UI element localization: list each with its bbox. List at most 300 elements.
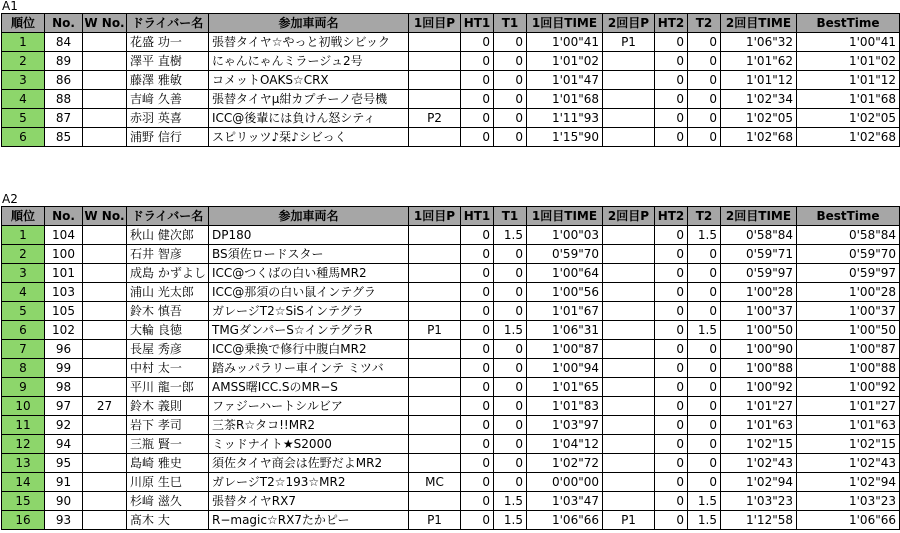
cell-rank: 11 (2, 416, 45, 435)
cell-driver-name: 藤澤 雅敏 (127, 71, 209, 90)
cell-ht1: 0 (461, 226, 494, 245)
cell-driver-name: 髙木 大 (127, 511, 209, 530)
cell-p1 (409, 264, 461, 283)
cell-rank: 4 (2, 283, 45, 302)
cell-w-no (83, 378, 127, 397)
cell-car-name: ICC@つくばの白い種馬MR2 (209, 264, 409, 283)
cell-best-time: 1'01"63 (797, 416, 900, 435)
cell-driver-name: 杉﨑 滋久 (127, 492, 209, 511)
header-no: No. (45, 14, 83, 33)
cell-p2 (603, 90, 655, 109)
header-rank: 順位 (2, 14, 45, 33)
cell-p1: MC (409, 473, 461, 492)
cell-best-time: 1'02"15 (797, 435, 900, 454)
cell-ht1: 0 (461, 90, 494, 109)
results-table-a2 (1, 206, 900, 530)
header-driver-name: ドライバー名 (127, 207, 209, 226)
cell-time2: 1'02"43 (721, 454, 797, 473)
table-row (2, 52, 900, 71)
cell-driver-name: 石井 智彦 (127, 245, 209, 264)
table-row (2, 378, 900, 397)
cell-no: 105 (45, 302, 83, 321)
cell-driver-name: 吉﨑 久善 (127, 90, 209, 109)
cell-driver-name: 島崎 雅史 (127, 454, 209, 473)
cell-time1: 1'00"56 (527, 283, 603, 302)
cell-no: 90 (45, 492, 83, 511)
cell-t1: 0 (494, 416, 527, 435)
cell-w-no (83, 226, 127, 245)
cell-w-no (83, 52, 127, 71)
section-label: A2 (2, 192, 18, 206)
cell-p2 (603, 435, 655, 454)
cell-car-name: BS須佐ロードスター (209, 245, 409, 264)
cell-time1: 1'00"41 (527, 33, 603, 52)
cell-rank: 3 (2, 264, 45, 283)
cell-ht1: 0 (461, 435, 494, 454)
cell-no: 87 (45, 109, 83, 128)
cell-ht2: 0 (655, 226, 688, 245)
cell-driver-name: 鈴木 義則 (127, 397, 209, 416)
cell-best-time: 1'00"37 (797, 302, 900, 321)
table-row (2, 397, 900, 416)
cell-time1: 1'06"66 (527, 511, 603, 530)
cell-time2: 0'59"71 (721, 245, 797, 264)
cell-ht2: 0 (655, 511, 688, 530)
cell-time2: 1'02"68 (721, 128, 797, 147)
cell-t1: 0 (494, 359, 527, 378)
cell-p2: P1 (603, 511, 655, 530)
cell-time2: 1'00"50 (721, 321, 797, 340)
cell-p2 (603, 454, 655, 473)
cell-p1 (409, 340, 461, 359)
cell-t1: 0 (494, 340, 527, 359)
cell-p2 (603, 359, 655, 378)
table-row (2, 245, 900, 264)
cell-time1: 0'59"70 (527, 245, 603, 264)
cell-ht1: 0 (461, 473, 494, 492)
cell-p2 (603, 321, 655, 340)
header-row (2, 207, 900, 226)
cell-ht2: 0 (655, 378, 688, 397)
cell-w-no: 27 (83, 397, 127, 416)
cell-no: 101 (45, 264, 83, 283)
cell-car-name: 張替タイヤμ紺カプチーノ壱号機 (209, 90, 409, 109)
cell-time2: 0'59"97 (721, 264, 797, 283)
cell-rank: 16 (2, 511, 45, 530)
cell-driver-name: 花盛 功一 (127, 33, 209, 52)
cell-p2 (603, 340, 655, 359)
cell-driver-name: 岩下 孝司 (127, 416, 209, 435)
cell-t2: 0 (688, 435, 721, 454)
cell-driver-name: 澤平 直樹 (127, 52, 209, 71)
cell-car-name: DP180 (209, 226, 409, 245)
cell-no: 96 (45, 340, 83, 359)
cell-time1: 1'03"47 (527, 492, 603, 511)
cell-t2: 0 (688, 71, 721, 90)
cell-rank: 6 (2, 128, 45, 147)
cell-ht2: 0 (655, 435, 688, 454)
cell-car-name: 張替タイヤRX7 (209, 492, 409, 511)
table-row (2, 109, 900, 128)
cell-t1: 0 (494, 473, 527, 492)
cell-p1 (409, 416, 461, 435)
cell-best-time: 0'58"84 (797, 226, 900, 245)
cell-p2 (603, 416, 655, 435)
cell-p2 (603, 52, 655, 71)
cell-best-time: 1'02"43 (797, 454, 900, 473)
header-t1: T1 (494, 207, 527, 226)
table-row (2, 264, 900, 283)
cell-no: 103 (45, 283, 83, 302)
cell-p1: P2 (409, 109, 461, 128)
header-best-time: BestTime (797, 207, 900, 226)
cell-ht2: 0 (655, 302, 688, 321)
cell-t2: 0 (688, 473, 721, 492)
cell-p1 (409, 33, 461, 52)
header-car-name: 参加車両名 (209, 207, 409, 226)
cell-time2: 1'00"90 (721, 340, 797, 359)
header-row (2, 14, 900, 33)
cell-t2: 0 (688, 264, 721, 283)
cell-time1: 1'06"31 (527, 321, 603, 340)
cell-best-time: 1'00"87 (797, 340, 900, 359)
cell-driver-name: 浦野 信行 (127, 128, 209, 147)
cell-rank: 6 (2, 321, 45, 340)
cell-driver-name: 三瓶 賢一 (127, 435, 209, 454)
cell-time1: 1'00"94 (527, 359, 603, 378)
cell-ht1: 0 (461, 52, 494, 71)
cell-time1: 0'00"00 (527, 473, 603, 492)
cell-car-name: 張替タイヤ☆やっと初戦シビック (209, 33, 409, 52)
cell-time2: 1'02"05 (721, 109, 797, 128)
cell-p2 (603, 71, 655, 90)
cell-car-name: AMSS曙ICC.SのMR−S (209, 378, 409, 397)
cell-ht2: 0 (655, 340, 688, 359)
header-p1: 1回目P (409, 207, 461, 226)
table-row (2, 511, 900, 530)
cell-p2 (603, 302, 655, 321)
cell-driver-name: 長屋 秀彦 (127, 340, 209, 359)
cell-time2: 1'03"23 (721, 492, 797, 511)
cell-time2: 1'02"94 (721, 473, 797, 492)
table-row (2, 321, 900, 340)
cell-w-no (83, 359, 127, 378)
cell-t2: 1.5 (688, 226, 721, 245)
cell-t1: 0 (494, 71, 527, 90)
cell-time1: 1'01"47 (527, 71, 603, 90)
cell-p1: P1 (409, 321, 461, 340)
cell-best-time: 1'00"92 (797, 378, 900, 397)
cell-time2: 1'01"27 (721, 397, 797, 416)
cell-time2: 1'02"15 (721, 435, 797, 454)
results-table-a1 (1, 13, 900, 147)
table-row (2, 90, 900, 109)
cell-time2: 1'06"32 (721, 33, 797, 52)
cell-ht1: 0 (461, 321, 494, 340)
cell-p2 (603, 128, 655, 147)
cell-rank: 3 (2, 71, 45, 90)
header-car-name: 参加車両名 (209, 14, 409, 33)
section-label: A1 (2, 0, 18, 13)
cell-time1: 1'01"68 (527, 90, 603, 109)
cell-ht2: 0 (655, 283, 688, 302)
cell-time1: 1'03"97 (527, 416, 603, 435)
table-row (2, 492, 900, 511)
cell-p1 (409, 245, 461, 264)
header-time2: 2回目TIME (721, 14, 797, 33)
cell-ht1: 0 (461, 340, 494, 359)
cell-t2: 1.5 (688, 511, 721, 530)
cell-best-time: 1'01"12 (797, 71, 900, 90)
cell-t1: 0 (494, 435, 527, 454)
cell-ht2: 0 (655, 321, 688, 340)
cell-ht1: 0 (461, 283, 494, 302)
cell-driver-name: 大輪 良徳 (127, 321, 209, 340)
cell-t2: 0 (688, 90, 721, 109)
cell-car-name: TMGダンパーS☆インテグラR (209, 321, 409, 340)
cell-car-name: スピリッツ♪栞♪シビっく (209, 128, 409, 147)
cell-t1: 0 (494, 378, 527, 397)
cell-best-time: 1'00"41 (797, 33, 900, 52)
header-driver-name: ドライバー名 (127, 14, 209, 33)
cell-driver-name: 鈴木 慎吾 (127, 302, 209, 321)
cell-time1: 1'15"90 (527, 128, 603, 147)
cell-ht1: 0 (461, 511, 494, 530)
cell-time1: 1'04"12 (527, 435, 603, 454)
cell-t2: 0 (688, 128, 721, 147)
cell-no: 88 (45, 90, 83, 109)
cell-t2: 0 (688, 245, 721, 264)
cell-rank: 2 (2, 52, 45, 71)
cell-t2: 0 (688, 359, 721, 378)
cell-p1 (409, 90, 461, 109)
cell-time2: 0'58"84 (721, 226, 797, 245)
cell-ht1: 0 (461, 378, 494, 397)
cell-time2: 1'01"12 (721, 71, 797, 90)
cell-w-no (83, 511, 127, 530)
cell-p1 (409, 435, 461, 454)
header-w-no: W No. (83, 14, 127, 33)
cell-no: 104 (45, 226, 83, 245)
cell-w-no (83, 128, 127, 147)
section-a1 (0, 0, 900, 147)
cell-ht2: 0 (655, 71, 688, 90)
cell-p1: P1 (409, 511, 461, 530)
cell-ht2: 0 (655, 492, 688, 511)
cell-ht1: 0 (461, 492, 494, 511)
cell-w-no (83, 416, 127, 435)
cell-t1: 1.5 (494, 226, 527, 245)
cell-rank: 5 (2, 302, 45, 321)
header-time2: 2回目TIME (721, 207, 797, 226)
cell-driver-name: 浦山 光太郎 (127, 283, 209, 302)
header-time1: 1回目TIME (527, 207, 603, 226)
cell-t2: 0 (688, 33, 721, 52)
cell-driver-name: 成島 かずよし (127, 264, 209, 283)
cell-p1 (409, 71, 461, 90)
cell-w-no (83, 264, 127, 283)
cell-best-time: 1'00"28 (797, 283, 900, 302)
header-ht1: HT1 (461, 14, 494, 33)
cell-p1 (409, 302, 461, 321)
cell-ht2: 0 (655, 109, 688, 128)
cell-best-time: 1'02"94 (797, 473, 900, 492)
cell-t1: 0 (494, 245, 527, 264)
cell-time1: 1'01"65 (527, 378, 603, 397)
cell-p2 (603, 264, 655, 283)
cell-ht2: 0 (655, 128, 688, 147)
cell-rank: 8 (2, 359, 45, 378)
cell-t1: 1.5 (494, 511, 527, 530)
table-row (2, 359, 900, 378)
cell-best-time: 1'01"27 (797, 397, 900, 416)
cell-no: 84 (45, 33, 83, 52)
cell-p1 (409, 283, 461, 302)
cell-time1: 1'01"83 (527, 397, 603, 416)
cell-ht2: 0 (655, 454, 688, 473)
cell-t1: 0 (494, 397, 527, 416)
cell-w-no (83, 492, 127, 511)
header-p2: 2回目P (603, 207, 655, 226)
cell-t1: 0 (494, 52, 527, 71)
cell-car-name: コメットOAKS☆CRX (209, 71, 409, 90)
table-row (2, 33, 900, 52)
cell-time2: 1'02"34 (721, 90, 797, 109)
cell-ht1: 0 (461, 109, 494, 128)
cell-t1: 0 (494, 109, 527, 128)
cell-time2: 1'01"63 (721, 416, 797, 435)
cell-t1: 0 (494, 283, 527, 302)
table-row (2, 283, 900, 302)
cell-w-no (83, 473, 127, 492)
table-row (2, 435, 900, 454)
table-row (2, 128, 900, 147)
cell-no: 98 (45, 378, 83, 397)
cell-w-no (83, 454, 127, 473)
cell-w-no (83, 109, 127, 128)
header-w-no: W No. (83, 207, 127, 226)
cell-t2: 1.5 (688, 492, 721, 511)
cell-rank: 1 (2, 33, 45, 52)
cell-w-no (83, 321, 127, 340)
header-t2: T2 (688, 14, 721, 33)
cell-t1: 1.5 (494, 492, 527, 511)
cell-ht1: 0 (461, 454, 494, 473)
cell-best-time: 1'06"66 (797, 511, 900, 530)
cell-t2: 1.5 (688, 321, 721, 340)
cell-driver-name: 中村 太一 (127, 359, 209, 378)
cell-best-time: 1'02"05 (797, 109, 900, 128)
cell-car-name: にゃんにゃんミラージュ2号 (209, 52, 409, 71)
cell-time1: 1'00"87 (527, 340, 603, 359)
cell-ht2: 0 (655, 473, 688, 492)
cell-rank: 10 (2, 397, 45, 416)
table-row (2, 340, 900, 359)
table-row (2, 473, 900, 492)
cell-time1: 1'00"03 (527, 226, 603, 245)
section-a2 (0, 193, 900, 530)
cell-p2 (603, 226, 655, 245)
cell-car-name: R−magic☆RX7たかピー (209, 511, 409, 530)
cell-p1 (409, 52, 461, 71)
cell-time2: 1'00"28 (721, 283, 797, 302)
cell-p1 (409, 226, 461, 245)
cell-w-no (83, 33, 127, 52)
cell-t2: 0 (688, 397, 721, 416)
cell-best-time: 1'01"02 (797, 52, 900, 71)
cell-driver-name: 平川 龍一郎 (127, 378, 209, 397)
cell-no: 92 (45, 416, 83, 435)
cell-no: 91 (45, 473, 83, 492)
cell-rank: 1 (2, 226, 45, 245)
cell-w-no (83, 340, 127, 359)
cell-ht1: 0 (461, 416, 494, 435)
table-row (2, 302, 900, 321)
cell-ht2: 0 (655, 245, 688, 264)
cell-driver-name: 赤羽 英喜 (127, 109, 209, 128)
cell-no: 93 (45, 511, 83, 530)
cell-w-no (83, 283, 127, 302)
cell-t2: 0 (688, 52, 721, 71)
cell-rank: 12 (2, 435, 45, 454)
cell-best-time: 1'01"68 (797, 90, 900, 109)
cell-ht2: 0 (655, 52, 688, 71)
cell-w-no (83, 71, 127, 90)
cell-p1 (409, 359, 461, 378)
cell-time2: 1'12"58 (721, 511, 797, 530)
cell-time1: 1'01"02 (527, 52, 603, 71)
cell-p2 (603, 283, 655, 302)
cell-no: 94 (45, 435, 83, 454)
cell-p2 (603, 492, 655, 511)
cell-car-name: ガレージT2☆SiSインテグラ (209, 302, 409, 321)
cell-rank: 13 (2, 454, 45, 473)
cell-time1: 1'02"72 (527, 454, 603, 473)
cell-ht2: 0 (655, 416, 688, 435)
cell-t2: 0 (688, 302, 721, 321)
cell-t1: 0 (494, 302, 527, 321)
cell-ht1: 0 (461, 33, 494, 52)
cell-no: 100 (45, 245, 83, 264)
table-row (2, 416, 900, 435)
cell-car-name: ICC@後輩には負けん怒シティ (209, 109, 409, 128)
cell-car-name: ミッドナイト★S2000 (209, 435, 409, 454)
header-t1: T1 (494, 14, 527, 33)
cell-car-name: ICC@那須の白い鼠インテグラ (209, 283, 409, 302)
header-ht2: HT2 (655, 207, 688, 226)
header-ht1: HT1 (461, 207, 494, 226)
cell-p1 (409, 128, 461, 147)
cell-p2 (603, 109, 655, 128)
cell-ht1: 0 (461, 128, 494, 147)
cell-car-name: ファジーハートシルビア (209, 397, 409, 416)
cell-p2 (603, 378, 655, 397)
cell-time1: 1'01"67 (527, 302, 603, 321)
cell-car-name: ガレージT2☆193☆MR2 (209, 473, 409, 492)
header-no: No. (45, 207, 83, 226)
cell-car-name: 三茶R☆タコ!!MR2 (209, 416, 409, 435)
cell-ht1: 0 (461, 302, 494, 321)
cell-rank: 7 (2, 340, 45, 359)
cell-best-time: 0'59"70 (797, 245, 900, 264)
cell-rank: 15 (2, 492, 45, 511)
cell-t1: 0 (494, 128, 527, 147)
cell-no: 85 (45, 128, 83, 147)
cell-time2: 1'00"92 (721, 378, 797, 397)
cell-p2 (603, 473, 655, 492)
cell-w-no (83, 302, 127, 321)
cell-p2 (603, 245, 655, 264)
